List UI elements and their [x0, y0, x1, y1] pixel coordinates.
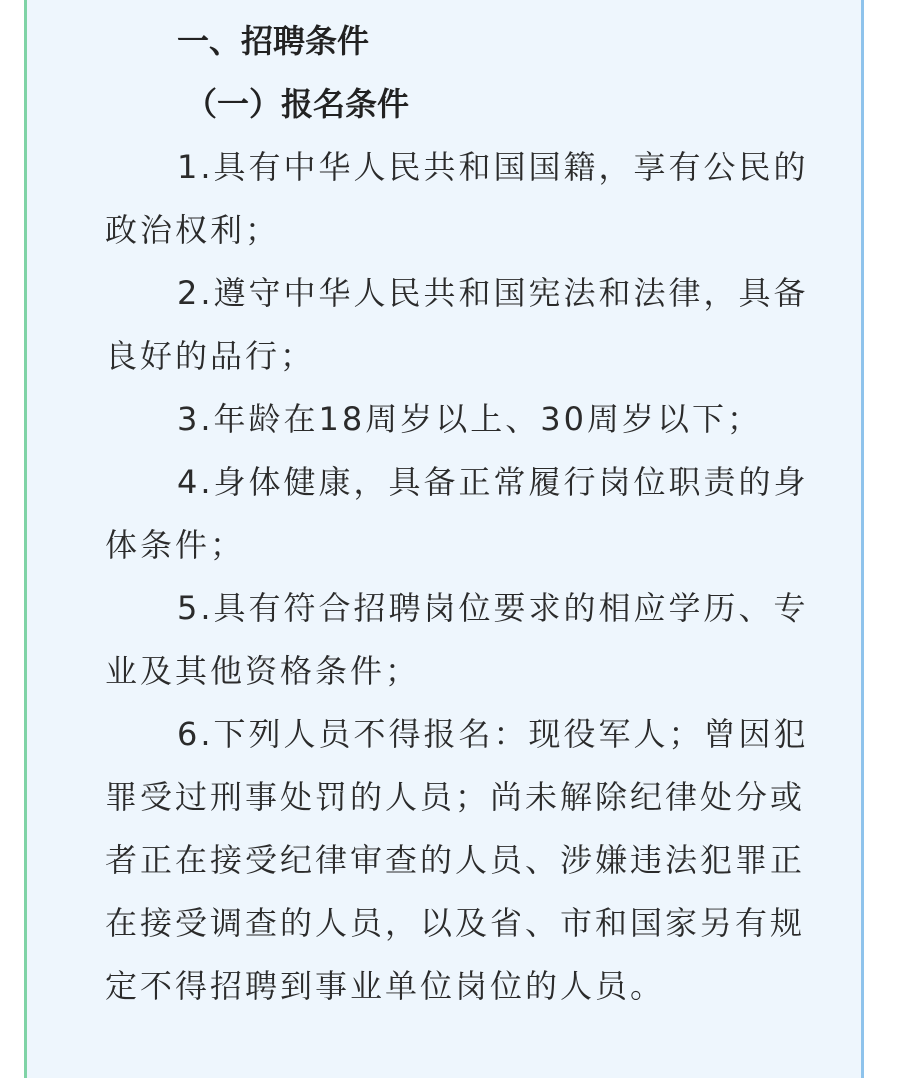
- article-body: [105, 10, 835, 1018]
- condition-item-3: 3.年龄在18周岁以上、30周岁以下；: [177, 400, 762, 438]
- condition-item-2: 2.遵守中华人民共和国宪法和法律，具备良好的品行；: [105, 274, 809, 375]
- content-panel: [24, 0, 864, 1078]
- condition-item-5: 5.具有符合招聘岗位要求的相应学历、专业及其他资格条件；: [105, 589, 809, 690]
- condition-item-1: 1.具有中华人民共和国国籍，享有公民的政治权利；: [105, 148, 809, 249]
- subsection-title: （一）报名条件: [185, 85, 410, 123]
- condition-item-6: 6.下列人员不得报名：现役军人；曾因犯罪受过刑事处罚的人员；尚未解除纪律处分或者正在接受纪律审查的人员、涉嫌违法犯罪正在接受调查的人员，以及省、市和国家另有规定不得招聘到事业单位岗位的人员。: [105, 715, 809, 1005]
- condition-item-4: 4.身体健康，具备正常履行岗位职责的身体条件；: [105, 463, 809, 564]
- section-title: 一、招聘条件: [177, 22, 370, 60]
